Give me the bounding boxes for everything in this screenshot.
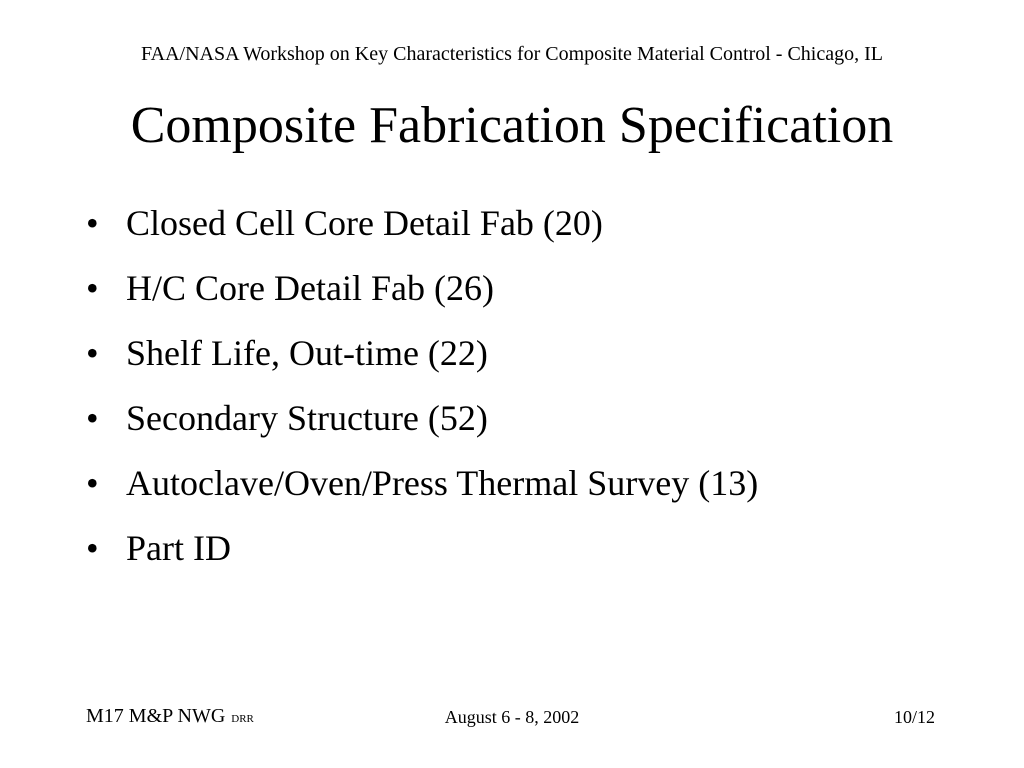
bullet-text: Autoclave/Oven/Press Thermal Survey (13) xyxy=(126,463,759,503)
bullet-icon: • xyxy=(86,398,99,438)
bullet-icon: • xyxy=(86,333,99,373)
bullet-text: Shelf Life, Out-time (22) xyxy=(126,333,488,373)
footer-page-number: 10/12 xyxy=(893,707,935,727)
bullet-text: H/C Core Detail Fab (26) xyxy=(126,268,494,308)
bullet-text: Part ID xyxy=(126,528,231,568)
footer-date: August 6 - 8, 2002 xyxy=(444,707,580,727)
slide-header: FAA/NASA Workshop on Key Characteristics for Composite Material Control - Chicago, IL xyxy=(141,43,883,65)
bullet-icon: • xyxy=(86,463,99,503)
footer-author-initials: DRR xyxy=(231,713,254,725)
bullet-text: Closed Cell Core Detail Fab (20) xyxy=(126,203,603,243)
bullet-text: Secondary Structure (52) xyxy=(126,398,488,438)
bullet-icon: • xyxy=(86,528,99,568)
footer-group-name: M17 M&P NWG xyxy=(86,705,226,727)
bullet-icon: • xyxy=(86,203,99,243)
slide-title: Composite Fabrication Specification xyxy=(130,97,894,154)
bullet-icon: • xyxy=(86,268,99,308)
